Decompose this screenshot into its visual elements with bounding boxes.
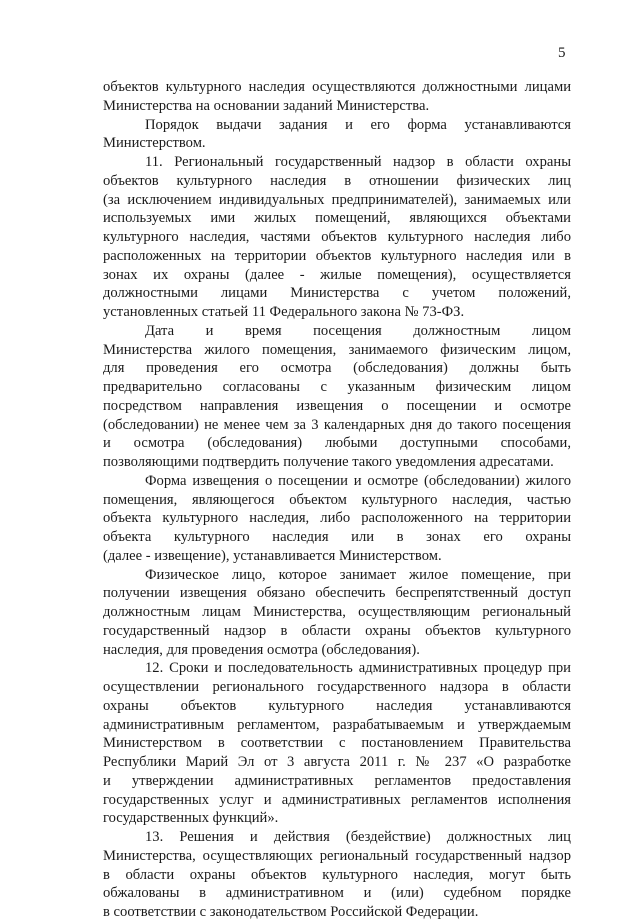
text-line: Физическое лицо, которое занимает жилое помещение, при — [145, 566, 571, 583]
text-line: и осмотра (обследования) любыми доступными способами, — [103, 435, 571, 452]
text-line: обжалованы в административном и (или) судебном порядке — [103, 885, 571, 902]
text-line: в соответствии с законодательством Российской Федерации. — [103, 904, 479, 920]
text-line: должностными лицами Министерства с учетом положений, — [103, 285, 571, 302]
text-line: и утверждении административных регламентов предоставления — [103, 772, 571, 789]
text-line: (обследовании) не менее чем за 3 календарных дня до такого посещения — [103, 416, 571, 433]
text-line: позволяющими подтвердить получение такого уведомления адресатами. — [103, 454, 554, 470]
text-line: Республики Марий Эл от 3 августа 2011 г. № 237 «О разработке — [103, 754, 571, 770]
text-line: установленных статьей 11 Федерального закона № 73-ФЗ. — [103, 304, 465, 320]
text-line: Министерства, осуществляющих региональный государственный надзор — [103, 847, 571, 864]
text-line: Дата и время посещения должностным лицом — [145, 322, 571, 339]
text-line: зонах их охраны (далее - жилые помещения), осуществляется — [103, 266, 571, 283]
text-line: Форма извещения о посещении и осмотре (обследовании) жилого — [145, 472, 571, 489]
text-line: осуществлении регионального государственного надзора в области — [103, 679, 571, 695]
text-line: объекта культурного наследия, либо расположенного на территории — [103, 510, 571, 527]
text-line: помещения, являющегося объектом культурного наследия, частью — [103, 491, 571, 508]
text-line: государственный надзор в области охраны объектов культурного — [103, 622, 571, 639]
document-body — [103, 78, 571, 922]
text-line: культурного наследия, частями объектов культурного наследия либо — [103, 229, 571, 245]
text-line: Министерством в соответствии с постановлением Правительства — [103, 735, 571, 752]
text-line: предварительно согласованы с указанным физическим лицом — [103, 379, 571, 395]
text-line: используемых ими жилых помещений, являющихся объектами — [103, 210, 571, 227]
text-line: расположенных на территории объектов культурного наследия или в — [103, 247, 571, 264]
text-line: для проведения его осмотра (обследования) должны быть — [103, 360, 571, 377]
text-line: государственных функций». — [103, 810, 279, 827]
text-line: объектов культурного наследия в отношении физических лиц — [103, 172, 571, 189]
text-line: административным регламентом, разрабатываемым и утверждаемым — [103, 716, 571, 733]
text-line: посредством направления извещения о посещении и осмотре — [103, 397, 571, 414]
text-line: Порядок выдачи задания и его форма устанавливаются — [145, 116, 571, 133]
text-line: получении извещения обязано обеспечить беспрепятственный доступ — [103, 585, 571, 602]
text-line: должностным лицам Министерства, осуществляющим региональный — [103, 604, 571, 620]
text-line: 12. Сроки и последовательность административных процедур при — [145, 660, 571, 677]
text-line: государственных услуг и административных регламентов исполнения — [103, 791, 571, 808]
text-line: Министерством. — [103, 135, 206, 152]
text-line: в области охраны объектов культурного наследия, могут быть — [103, 866, 571, 883]
text-line: (за исключением индивидуальных предпринимателей), занимаемых или — [103, 191, 571, 208]
text-line: 11. Региональный государственный надзор в области охраны — [145, 154, 571, 170]
text-line: 13. Решения и действия (бездействие) должностных лиц — [145, 829, 571, 845]
page-number: 5 — [558, 45, 566, 61]
text-line: наследия, для проведения осмотра (обследования). — [103, 641, 420, 658]
text-line: охраны объектов культурного наследия устанавливаются — [103, 697, 571, 714]
text-line: объектов культурного наследия осуществляются должностными лицами — [103, 79, 571, 95]
text-line: объекта культурного наследия или в зонах его охраны — [103, 529, 571, 545]
text-line: Министерства жилого помещения, занимаемого физическим лицом, — [103, 341, 571, 358]
text-line: (далее - извещение), устанавливается Министерством. — [103, 547, 442, 564]
text-line: Министерства на основании заданий Министерства. — [103, 97, 430, 114]
